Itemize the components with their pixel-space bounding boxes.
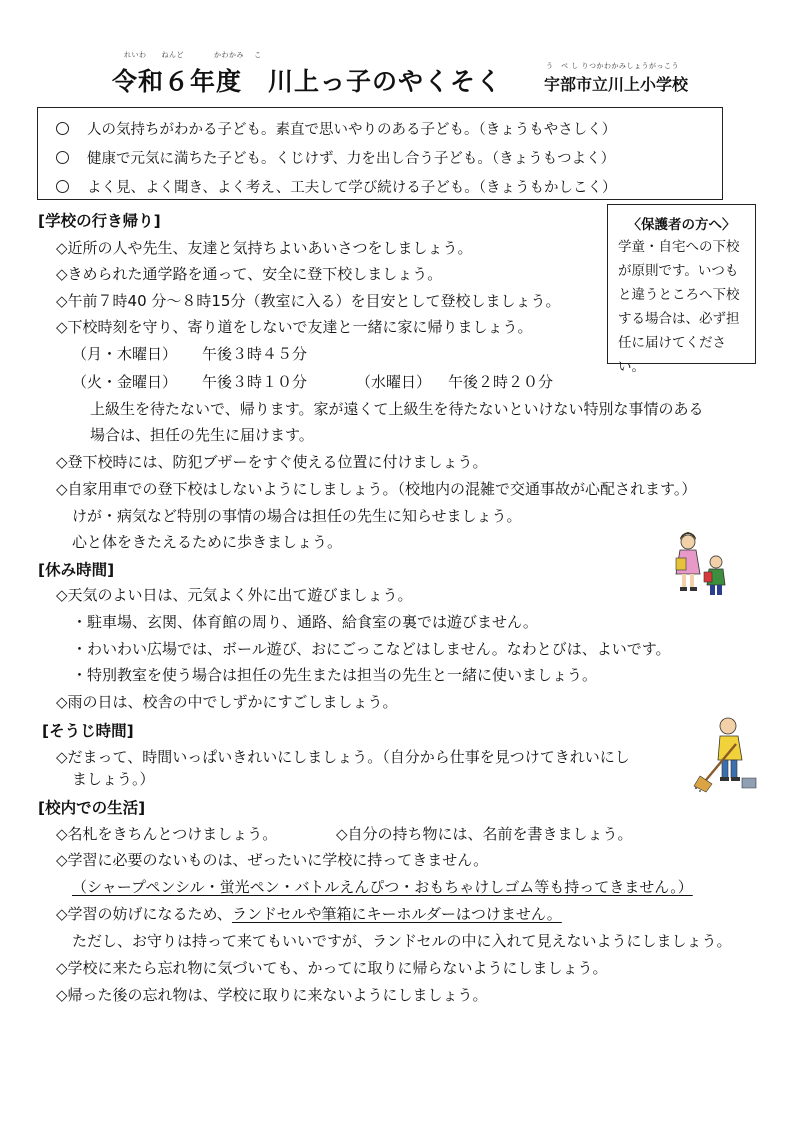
recess-line: ◇雨の日は、校舎の中でしずかにすごしましょう。 — [56, 693, 398, 711]
school-life-line: ただし、お守りは持って来てもいいですが、ランドセルの中に入れて見えないようにしましょう。 — [72, 932, 732, 950]
circle-bullet-icon — [56, 122, 69, 135]
commute-line: ◇近所の人や先生、友達と気持ちよいあいさつをしましょう。 — [56, 239, 473, 257]
goals-box — [37, 107, 723, 200]
page-title — [112, 62, 502, 98]
schedule-time: 午後３時４５分 — [202, 345, 308, 363]
section-heading-cleaning: [そうじ時間] — [42, 722, 134, 740]
commute-line: けが・病気など特別の事情の場合は担任の先生に知らせましょう。 — [72, 507, 522, 525]
schedule-time: 午後２時２０分 — [448, 373, 554, 391]
commute-line: ◇自家用車での登下校はしないようにしましょう。（校地内の混雑で交通事故が心配されます。） — [56, 480, 697, 498]
goal-item: 健康で元気に満ちた子ども。くじけず、力を出し合う子ども。（きょうもつよく） — [56, 147, 615, 168]
school-life-line: ◇自分の持ち物には、名前を書きましょう。 — [336, 825, 633, 843]
guardian-note-heading: 〈保護者の方へ〉 — [627, 217, 736, 233]
schedule-day: （火・金曜日） — [72, 373, 178, 391]
children-illustration — [664, 528, 736, 600]
school-life-line: （シャープペンシル・蛍光ペン・バトルえんぴつ・おもちゃけしゴム等も持ってきません。） — [72, 878, 693, 896]
school-ruby: う べ し りつかわかみしょうがっこう — [546, 62, 679, 70]
school-life-line: ◇学校に来たら忘れ物に気づいても、かってに取りに帰らないようにしましょう。 — [56, 959, 608, 977]
goal-item: 人の気持ちがわかる子ども。素直で思いやりのある子ども。（きょうもやさしく） — [56, 118, 616, 139]
commute-line: ◇下校時刻を守り、寄り道をしないで友達と一緒に家に帰りましょう。 — [56, 318, 533, 336]
child-boy-figure — [704, 555, 725, 595]
recess-line: ・わいわい広場では、ボール遊び、おにごっこなどはしません。なわとびは、よいです。 — [72, 640, 671, 658]
goal-item: よく見、よく聞き、よく考え、工夫して学び続ける子ども。（きょうもかしこく） — [56, 176, 617, 197]
commute-line: 心と体をきたえるために歩きましょう。 — [72, 533, 343, 551]
child-girl-figure — [676, 532, 700, 591]
title-year: 令和６年度 — [112, 67, 243, 96]
guardian-note-box — [607, 204, 756, 375]
section-heading-school-life: [校内での生活] — [38, 799, 146, 817]
recess-line: ・駐車場、玄関、体育館の周り、通路、給食室の裏では遊びません。 — [72, 613, 538, 631]
circle-bullet-icon — [56, 151, 69, 164]
schedule-day: （水曜日） — [356, 373, 432, 391]
commute-line: ◇午前７時40 分～８時15分（教室に入る）を目安として登校しましょう。 — [56, 292, 561, 310]
school-name: 宇部市立川上小学校 — [544, 75, 689, 94]
title-main: 川上っ子のやくそく — [268, 67, 503, 96]
recess-line: ◇天気のよい日は、元気よく外に出て遊びましょう。 — [56, 586, 413, 604]
recess-line: ・特別教室を使う場合は担任の先生または担当の先生と一緒に使いましょう。 — [72, 666, 598, 684]
school-life-line: ◇帰った後の忘れ物は、学校に取りに来ないようにしましょう。 — [56, 986, 488, 1004]
commute-line: ◇きめられた通学路を通って、安全に登下校しましょう。 — [56, 265, 443, 283]
commute-line: ◇登下校時には、防犯ブザーをすぐ使える位置に付けましょう。 — [56, 453, 488, 471]
schedule-day: （月・木曜日） — [72, 345, 178, 363]
schedule-time: 午後３時１０分 — [202, 373, 308, 391]
sweeping-boy-illustration — [690, 714, 766, 794]
school-life-line: ◇学習に必要のないものは、ぜったいに学校に持ってきません。 — [56, 851, 489, 869]
cleaning-line: ◇だまって、時間いっぱいきれいにしましょう。（自分から仕事を見つけてきれいにし — [56, 748, 630, 766]
school-life-line: ◇学習の妨げになるため、ランドセルや筆箱にキーホルダーはつけません。 — [56, 905, 562, 923]
commute-line: 場合は、担任の先生に届けます。 — [90, 426, 314, 444]
commute-line: 上級生を待たないで、帰ります。家が遠くて上級生を待たないといけない特別な事情のある — [90, 400, 704, 418]
circle-bullet-icon — [56, 180, 69, 193]
school-life-line: ◇名札をきちんとつけましょう。 — [56, 825, 278, 843]
broom-icon — [694, 744, 736, 792]
title-ruby: れいわ ねんど かわかみ こ — [124, 51, 262, 59]
cleaning-line: ましょう。） — [72, 770, 155, 788]
guardian-note-body: 学童・自宅への下校が原則です。いつもと違うところへ下校する場合は、必ず担任に届けてください。 — [618, 239, 740, 375]
dustpan-icon — [742, 778, 756, 788]
section-heading-recess: [休み時間] — [38, 561, 115, 579]
section-heading-commute: [学校の行き帰り] — [38, 212, 161, 230]
